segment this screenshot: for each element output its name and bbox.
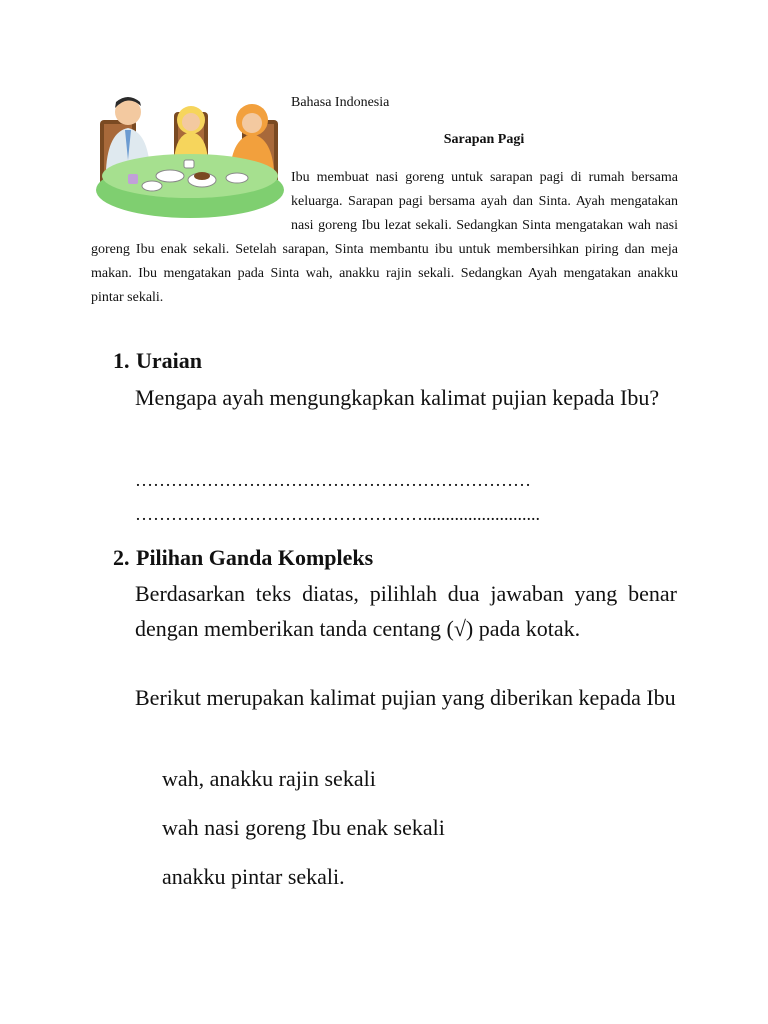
option-2[interactable] [158, 815, 445, 841]
question-2-prompt: Berikut merupakan kalimat pujian yang diberikan kepada Ibu [135, 685, 676, 710]
question-1-text: Mengapa ayah mengungkapkan kalimat pujian kepada Ibu? [135, 385, 660, 410]
option-3[interactable] [158, 864, 345, 890]
story-paragraph [91, 166, 678, 310]
question-2-number: 2. [113, 545, 130, 570]
option-2-label: wah nasi goreng Ibu enak sekali [162, 815, 445, 840]
story-title: Sarapan Pagi [443, 132, 525, 147]
answer-line-1[interactable]: ………………………………………………………… [135, 470, 531, 490]
question-1-number: 1. [113, 348, 130, 373]
story-text: Ibu membuat nasi goreng untuk sarapan pagi di rumah bersama keluarga. Sarapan pagi bersama ayah dan Sinta. Ayah mengatakan nasi goreng Ibu lezat sekali. Sedangkan Sinta mengatakan wah nasi goreng Ibu enak sekali. Setelah sarapan, Sinta membantu ibu untuk membersihkan piring dan meja makan. Ibu mengatakan pada Sinta wah, anakku rajin sekali. Sedangkan Ayah mengatakan anakku pintar sekali. [91, 170, 678, 305]
option-1-label: wah, anakku rajin sekali [162, 766, 376, 791]
question-2-instruction: Berdasarkan teks diatas, pilihlah dua jawaban yang benar dengan memberikan tanda centang (√) pada kotak. [135, 581, 677, 641]
question-2-title: Pilihan Ganda Kompleks [136, 545, 374, 570]
question-1-heading [113, 348, 202, 374]
question-1-title: Uraian [136, 348, 202, 373]
subject-label: Bahasa Indonesia [291, 95, 390, 110]
question-2-heading [113, 545, 373, 571]
option-1[interactable] [158, 766, 376, 792]
option-3-label: anakku pintar sekali. [162, 864, 345, 889]
answer-line-2[interactable]: ………………………………………….......................... [135, 504, 540, 524]
